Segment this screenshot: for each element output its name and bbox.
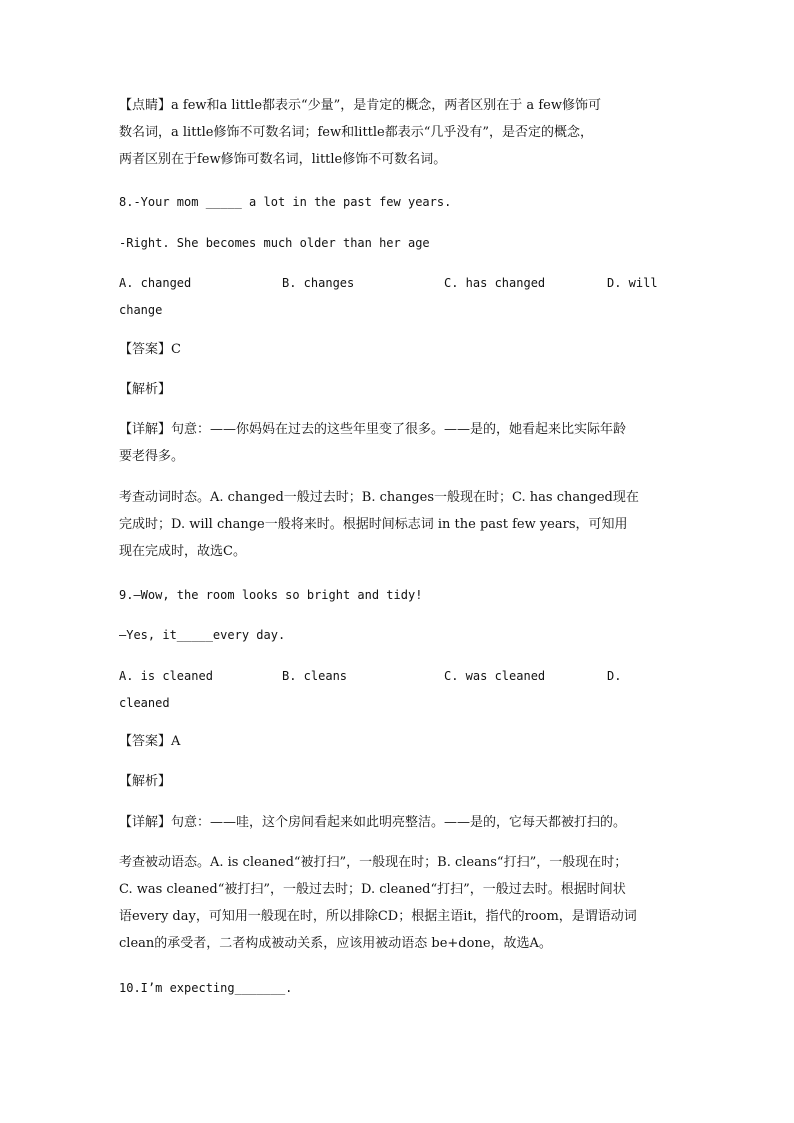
text-line: 考查动词时态。A. changed一般过去时；B. changes一般现在时；C. has changed现在	[119, 490, 639, 505]
text-line: 数名词，a little修饰不可数名词；few和little都表示“几乎没有”，是否定的概念，	[119, 125, 594, 140]
question-9-answer: 【答案】A	[119, 734, 181, 749]
option-c: C. was cleaned	[444, 669, 546, 683]
text-line: C. was cleaned“被打扫”，一般过去时；D. cleaned“打扫”，一般过去时。根据时间状	[119, 882, 626, 897]
question-9-reply: —Yes, it_____every day.	[119, 628, 286, 642]
question-8-answer: 【答案】C	[119, 342, 181, 357]
option-d-continued: cleaned	[119, 696, 170, 710]
dianjing-note	[119, 92, 679, 173]
question-8-analysis	[119, 484, 679, 565]
question-8-options	[119, 270, 679, 324]
option-a: A. changed	[119, 276, 192, 290]
option-d: D.	[607, 669, 622, 683]
question-9-jiexi-heading: 【解析】	[119, 774, 172, 789]
text-line: 现在完成时，故选C。	[119, 544, 246, 559]
question-8-stem: 8.-Your mom _____ a lot in the past few years.	[119, 195, 452, 209]
option-b: B. changes	[282, 276, 355, 290]
text-line: 考查被动语态。A. is cleaned“被打扫”，一般现在时；B. cleans“打扫”，一般现在时；	[119, 855, 628, 870]
question-10-stem: 10.I’m expecting_______.	[119, 981, 293, 995]
option-a: A. is cleaned	[119, 669, 213, 683]
question-8-detail	[119, 416, 679, 470]
text-line: 【详解】句意：——你妈妈在过去的这些年里变了很多。——是的，她看起来比实际年龄	[119, 422, 627, 437]
text-line: 要老得多。	[119, 449, 185, 464]
text-line: 两者区别在于few修饰可数名词，little修饰不可数名词。	[119, 152, 447, 167]
question-9-detail	[119, 809, 679, 836]
question-9-stem: 9.—Wow, the room looks so bright and tidy!	[119, 588, 423, 602]
text-line: 【详解】句意：——哇，这个房间看起来如此明亮整洁。——是的，它每天都被打扫的。	[119, 815, 627, 830]
text-line: clean的承受者，二者构成被动关系，应该用被动语态 be+done，故选A。	[119, 936, 552, 951]
option-c: C. has changed	[444, 276, 546, 290]
question-8-reply: -Right. She becomes much older than her age	[119, 236, 430, 250]
text-line: 语every day，可知用一般现在时，所以排除CD；根据主语it，指代的room，是谓语动词	[119, 909, 637, 924]
question-9-options	[119, 663, 679, 717]
option-d: D. will	[607, 276, 658, 290]
question-8-jiexi-heading: 【解析】	[119, 382, 172, 397]
text-line: 【点睛】a few和a little都表示“少量”，是肯定的概念，两者区别在于 a few修饰可	[119, 98, 601, 113]
option-b: B. cleans	[282, 669, 348, 683]
option-d-continued: change	[119, 303, 163, 317]
question-9-analysis	[119, 849, 679, 957]
text-line: 完成时；D. will change一般将来时。根据时间标志词 in the past few years，可知用	[119, 517, 628, 532]
